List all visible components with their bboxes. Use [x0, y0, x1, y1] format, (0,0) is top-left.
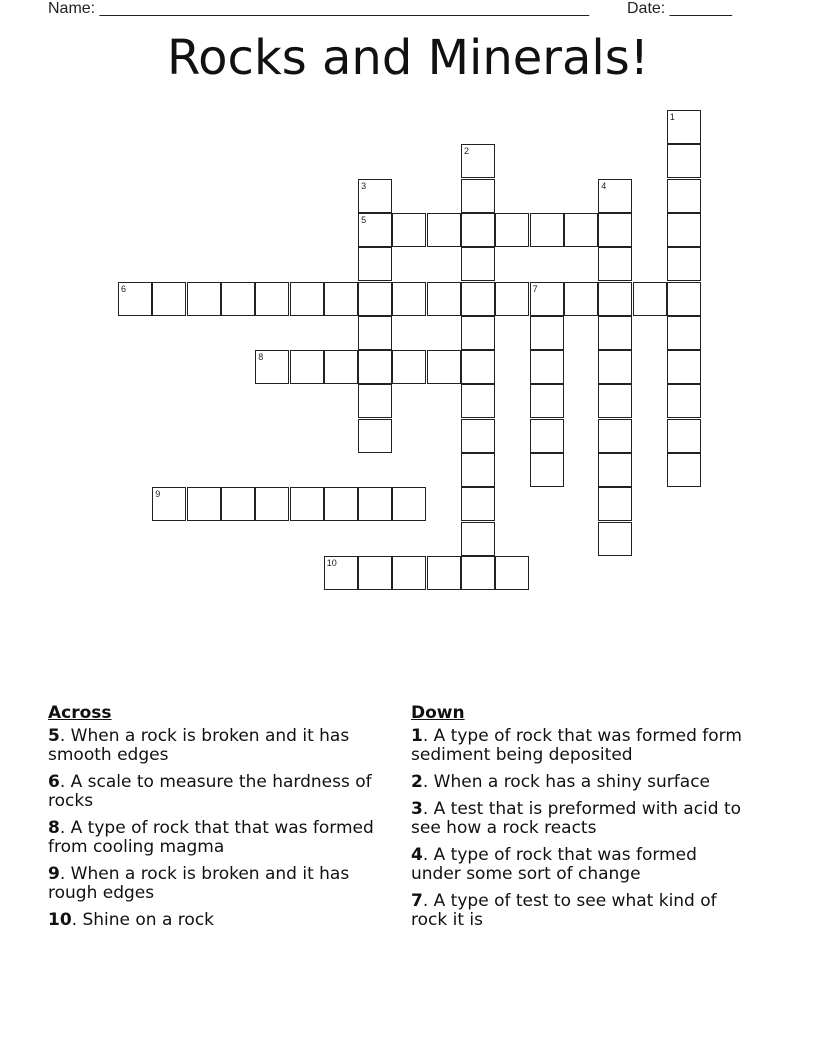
- crossword-cell[interactable]: [667, 213, 701, 247]
- crossword-cell[interactable]: [667, 144, 701, 178]
- crossword-cell[interactable]: [530, 316, 564, 350]
- crossword-cell[interactable]: [358, 487, 392, 521]
- clue-number-9: 9: [155, 489, 161, 500]
- crossword-cell[interactable]: [392, 487, 426, 521]
- down-clue-7: [411, 892, 751, 930]
- crossword-cell[interactable]: [667, 453, 701, 487]
- crossword-cell[interactable]: [495, 282, 529, 316]
- crossword-cell[interactable]: [290, 487, 324, 521]
- clue-number-4: 4: [601, 180, 607, 191]
- crossword-cell[interactable]: [358, 556, 392, 590]
- clue-text: . A type of rock that that was formed from cooling magma: [48, 818, 374, 857]
- clue-number: 8: [48, 818, 60, 838]
- clue-text: . A type of test to see what kind of rock it is: [411, 891, 717, 930]
- crossword-cell[interactable]: [392, 350, 426, 384]
- clue-text: . A scale to measure the hardness of rocks: [48, 772, 372, 811]
- crossword-cell[interactable]: [667, 282, 701, 316]
- crossword-cell[interactable]: [392, 282, 426, 316]
- across-clue-9: [48, 865, 388, 903]
- crossword-cell[interactable]: [667, 384, 701, 418]
- down-clues: [411, 703, 751, 938]
- down-clue-4: [411, 846, 751, 884]
- crossword-cell[interactable]: [358, 316, 392, 350]
- page-title: Rocks and Minerals!: [166, 30, 649, 86]
- name-field[interactable]: Name: _______________________________________________________: [48, 0, 589, 17]
- clue-number: 4: [411, 845, 423, 865]
- crossword-cell[interactable]: [667, 247, 701, 281]
- crossword-cell[interactable]: [530, 282, 564, 316]
- crossword-cell[interactable]: [461, 522, 495, 556]
- crossword-cell[interactable]: [530, 350, 564, 384]
- across-clue-5: [48, 727, 388, 765]
- crossword-cell[interactable]: [358, 419, 392, 453]
- crossword-cell[interactable]: [667, 350, 701, 384]
- clue-text: . A type of rock that was formed form sediment being deposited: [411, 726, 742, 765]
- crossword-cell[interactable]: [598, 419, 632, 453]
- down-clue-3: [411, 800, 751, 838]
- crossword-cell[interactable]: [564, 282, 598, 316]
- crossword-cell[interactable]: [358, 179, 392, 213]
- crossword-cell[interactable]: [290, 350, 324, 384]
- crossword-cell[interactable]: [461, 556, 495, 590]
- crossword-cell[interactable]: [358, 350, 392, 384]
- clue-text: . When a rock is broken and it has rough edges: [48, 864, 350, 903]
- crossword-cell[interactable]: [461, 487, 495, 521]
- down-clue-1: [411, 727, 751, 765]
- crossword-cell[interactable]: [461, 419, 495, 453]
- down-clue-list: [411, 727, 751, 930]
- crossword-cell[interactable]: [461, 350, 495, 384]
- crossword-cell[interactable]: [598, 487, 632, 521]
- crossword-cell[interactable]: [358, 282, 392, 316]
- clue-text: . When a rock is broken and it has smooth edges: [48, 726, 350, 765]
- crossword-cell[interactable]: [495, 556, 529, 590]
- across-clue-list: [48, 727, 388, 930]
- crossword-cell[interactable]: [461, 384, 495, 418]
- clue-number-7: 7: [532, 283, 538, 294]
- crossword-cell[interactable]: [530, 213, 564, 247]
- crossword-cell[interactable]: [358, 247, 392, 281]
- clue-text: . Shine on a rock: [71, 910, 215, 930]
- down-clue-2: [411, 773, 751, 792]
- crossword-cell[interactable]: [598, 247, 632, 281]
- across-heading: Across: [48, 703, 112, 723]
- clue-number: 6: [48, 772, 60, 792]
- crossword-cell[interactable]: [530, 384, 564, 418]
- crossword-cell[interactable]: [598, 213, 632, 247]
- clue-number: 5: [48, 726, 60, 746]
- crossword-cell[interactable]: [461, 144, 495, 178]
- crossword-cell[interactable]: [427, 213, 461, 247]
- down-heading: Down: [411, 703, 465, 723]
- across-clues: [48, 703, 388, 938]
- crossword-cell[interactable]: [255, 282, 289, 316]
- crossword-cell[interactable]: [324, 282, 358, 316]
- crossword-cell[interactable]: [461, 453, 495, 487]
- crossword-cell[interactable]: [461, 282, 495, 316]
- crossword-cell[interactable]: [598, 316, 632, 350]
- crossword-cell[interactable]: [324, 350, 358, 384]
- crossword-cell[interactable]: [461, 179, 495, 213]
- crossword-cell[interactable]: [152, 282, 186, 316]
- clue-number: 10: [48, 910, 72, 930]
- crossword-cell[interactable]: [598, 179, 632, 213]
- crossword-cell[interactable]: [324, 556, 358, 590]
- crossword-cell[interactable]: [255, 487, 289, 521]
- crossword-cell[interactable]: [358, 384, 392, 418]
- crossword-cell[interactable]: [667, 316, 701, 350]
- clue-number-8: 8: [258, 352, 264, 363]
- crossword-cell[interactable]: [598, 350, 632, 384]
- crossword-cell[interactable]: [461, 316, 495, 350]
- crossword-cell[interactable]: [427, 282, 461, 316]
- clue-number: 3: [411, 799, 423, 819]
- clue-number-6: 6: [121, 283, 127, 294]
- crossword-cell[interactable]: [633, 282, 667, 316]
- crossword-cell[interactable]: [187, 282, 221, 316]
- crossword-cell[interactable]: [530, 419, 564, 453]
- clue-number: 1: [411, 726, 423, 746]
- crossword-cell[interactable]: [598, 522, 632, 556]
- crossword-cell[interactable]: [427, 350, 461, 384]
- clue-text: . A type of rock that was formed under some sort of change: [411, 845, 697, 884]
- crossword-cell[interactable]: [290, 282, 324, 316]
- crossword-cell[interactable]: [667, 179, 701, 213]
- clue-number-1: 1: [669, 112, 675, 122]
- crossword-cell[interactable]: [118, 282, 152, 316]
- crossword-cell[interactable]: [461, 247, 495, 281]
- clue-text: . When a rock has a shiny surface: [422, 772, 711, 792]
- clue-number-3: 3: [361, 180, 367, 191]
- clue-number: 7: [411, 891, 423, 911]
- across-clue-10: [48, 911, 388, 930]
- clue-number-5: 5: [361, 214, 367, 225]
- crossword-cell[interactable]: [221, 282, 255, 316]
- across-clue-8: [48, 819, 388, 857]
- crossword-cell[interactable]: [598, 282, 632, 316]
- crossword-cell[interactable]: [530, 453, 564, 487]
- crossword-cell[interactable]: [392, 556, 426, 590]
- clue-text: . A test that is preformed with acid to see how a rock reacts: [411, 799, 742, 838]
- crossword-cell[interactable]: [324, 487, 358, 521]
- crossword-cell[interactable]: [598, 453, 632, 487]
- clue-number-2: 2: [464, 146, 470, 157]
- across-clue-6: [48, 773, 388, 811]
- clue-number-10: 10: [326, 557, 337, 568]
- crossword-cell[interactable]: [187, 487, 221, 521]
- crossword-cell[interactable]: [255, 350, 289, 384]
- crossword-cell[interactable]: [564, 213, 598, 247]
- crossword-cell[interactable]: [392, 213, 426, 247]
- crossword-cell[interactable]: [358, 213, 392, 247]
- crossword-cell[interactable]: [221, 487, 255, 521]
- crossword-cell[interactable]: [427, 556, 461, 590]
- clue-number: 9: [48, 864, 60, 884]
- crossword-cell[interactable]: [461, 213, 495, 247]
- crossword-cell[interactable]: [598, 384, 632, 418]
- crossword-cell[interactable]: [495, 213, 529, 247]
- crossword-cell[interactable]: [152, 487, 186, 521]
- clue-number: 2: [411, 772, 423, 792]
- crossword-cell[interactable]: [667, 110, 701, 144]
- crossword-cell[interactable]: [667, 419, 701, 453]
- date-field[interactable]: Date: _______: [627, 0, 732, 17]
